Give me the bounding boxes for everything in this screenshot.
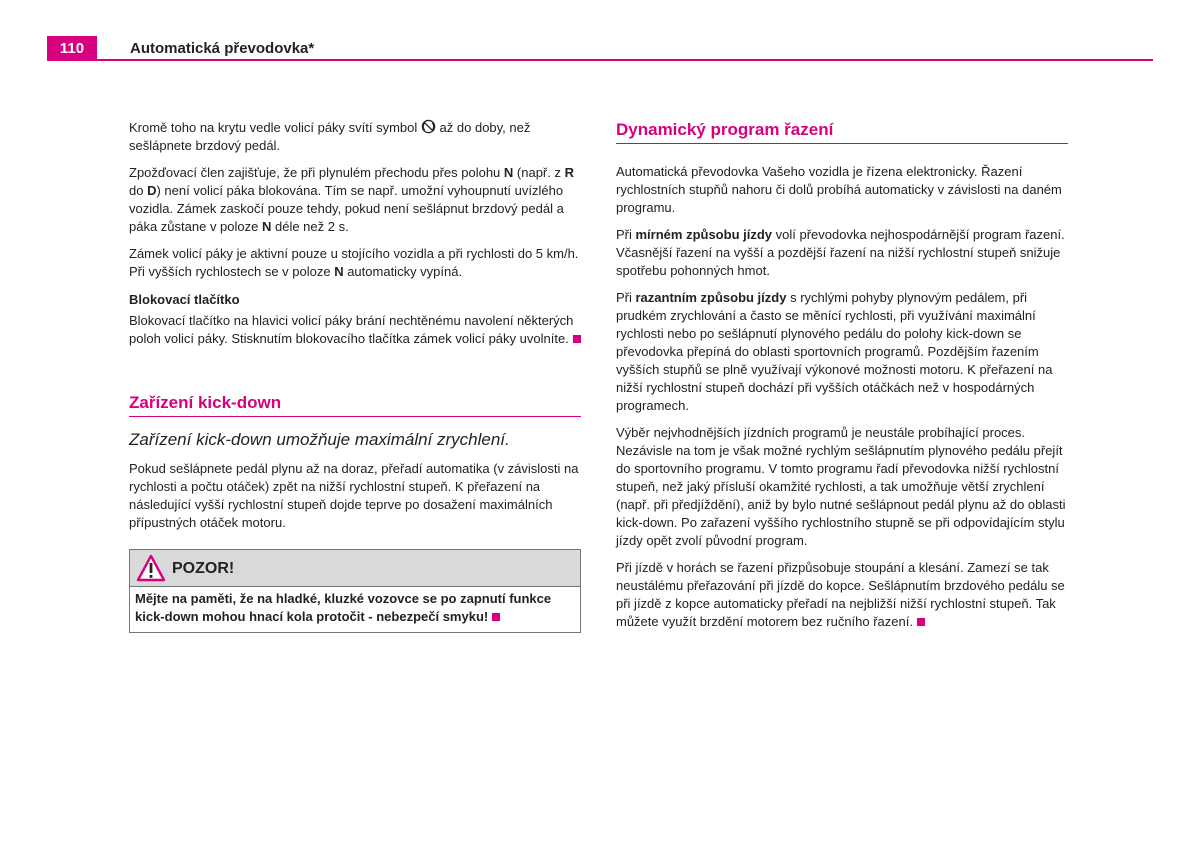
page-header bbox=[47, 36, 1153, 62]
warning-triangle-icon bbox=[136, 554, 166, 582]
paragraph-electronic-control: Automatická převodovka Vašeho vozidla je řízena elektronicky. Řazení rychlostních stupňů nahoru či dolů probíhá automaticky v závislosti na daném programu. bbox=[616, 164, 1062, 215]
header-divider bbox=[47, 59, 1153, 61]
paragraph-symbol: Kromě toho na krytu vedle volicí páky svítí symbol až do doby, než sešlápnete brzdový pedál. bbox=[129, 120, 531, 153]
paragraph-delay-element: Zpožďovací člen zajišťuje, že při plynulém přechodu přes polohu N (např. z R do D) není volicí páka blokována. Tím se např. umožní vyhoupnutí uvízlého vozidla. Zámek zaskočí pouze tehdy, pokud není sešlápnut brzdový pedál a páka zůstane v poloze N déle než 2 s. bbox=[129, 165, 574, 234]
warning-text: Mějte na paměti, že na hladké, kluzké vozovce se po zapnutí funkce kick-down mohou hnací kola protočit - nebezpečí smyku! bbox=[135, 591, 552, 624]
section-heading-kick-down: Zařízení kick-down bbox=[129, 392, 581, 417]
subheading-lock-button: Blokovací tlačítko bbox=[129, 292, 240, 307]
kick-down-lead: Zařízení kick-down umožňuje maximální zrychlení. bbox=[129, 430, 510, 449]
paragraph-kick-down: Pokud sešlápnete pedál plynu až na doraz, přeřadí automatika (v závislosti na rychlosti a počtu otáček) zpět na nižší rychlostní stupeň. K přeřazení na následující vyšší rychlostní stupeň dojde teprve po dosažení maximálních přípustných otáček motoru. bbox=[129, 461, 579, 530]
warning-box bbox=[129, 549, 581, 633]
brake-pedal-symbol-icon bbox=[421, 119, 436, 134]
right-column bbox=[616, 119, 1068, 640]
paragraph-mild-driving: Při mírném způsobu jízdy volí převodovka nejhospodárnější program řazení. Včasnější řazení na vyšší a pozdější řazení na nižší rychlostní stupeň snižuje spotřebu pohonných hmot. bbox=[616, 227, 1065, 278]
end-of-section-icon bbox=[492, 613, 500, 621]
warning-header bbox=[130, 550, 580, 587]
paragraph-lock-active: Zámek volicí páky je aktivní pouze u stojícího vozidla a při rychlosti do 5 km/h. Při vyšších rychlostech se v poloze N automaticky vypíná. bbox=[129, 246, 579, 279]
page-number: 110 bbox=[47, 36, 97, 61]
end-of-section-icon bbox=[917, 618, 925, 626]
paragraph-lock-button: Blokovací tlačítko na hlavici volicí páky brání nechtěnému navolení některých poloh volicí páky. Stisknutím blokovacího tlačítka zámek volicí páky uvolníte. bbox=[129, 312, 581, 348]
paragraph-mountain-driving: Při jízdě v horách se řazení přizpůsobuje stoupání a klesání. Zamezí se tak neustálému přeřazování při jízdě do kopce. Sešlápnutím brzdového pedálu se při jízdě z kopce automaticky přeřadí na nejbližší nižší rychlostní stupeň. Tak můžete využít brzdění motorem bez ručního řazení. bbox=[616, 560, 1065, 629]
section-heading-dynamic-program: Dynamický program řazení bbox=[616, 119, 1068, 144]
warning-title: POZOR! bbox=[172, 560, 235, 577]
chapter-title: Automatická převodovka* bbox=[130, 40, 315, 57]
left-column bbox=[129, 119, 581, 633]
paragraph-program-selection: Výběr nejvhodnějších jízdních programů je neustále probíhající proces. Nezávisle na tom je však možné rychlým sešlápnutím plynového pedálu přejít do sportovního programu. V tomto programu řadí převodovka nižší rychlostní stupeň, než jaký přísluší okamžité rychlosti, a tak umožňuje větší zrychlení (např. při předjíždění), aniž by bylo nutné sešlápnout pedál plynu až do oblasti kick-down. Po zařazení vyššího rychlostního stupně se při odpovídajícím stylu jízdy opět zvolí původní program. bbox=[616, 425, 1066, 548]
end-of-section-icon bbox=[573, 335, 581, 343]
paragraph-sporty-driving: Při razantním způsobu jízdy s rychlými pohyby plynovým pedálem, při prudkém zrychlování a často se měnící rychlosti, při využívání maximální rychlosti nebo po sešlápnutí plynového pedálu do polohy kick-down se převodovka přepíná do oblasti sportovních programů. Pozdějším řazením vyšších stupňů se plně využívají výkonové možnosti motoru. K přeřazení na nižší rychlostní stupeň dochází při vyšších otáčkách než v hospodárných programech. bbox=[616, 290, 1053, 413]
